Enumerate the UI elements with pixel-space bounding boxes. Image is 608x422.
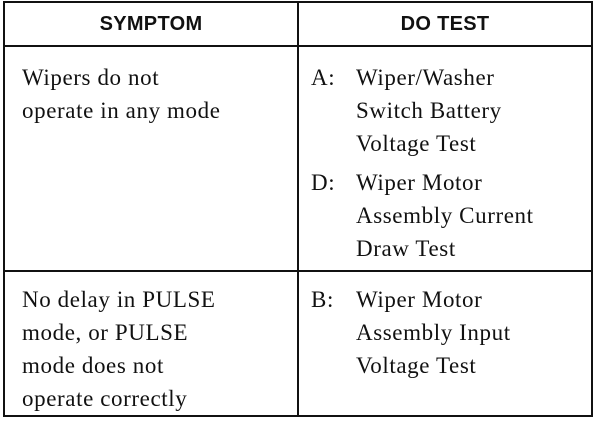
test-description (356, 283, 511, 382)
test-line: Wiper/Washer (356, 65, 495, 90)
header-divider (5, 45, 591, 47)
symptom-line: mode does not (22, 353, 164, 378)
symptom-line: mode, or PULSE (22, 320, 189, 345)
test-line: Switch Battery (356, 98, 502, 123)
test-code: B: (311, 287, 334, 312)
test-code: D: (311, 170, 336, 195)
test-line: Voltage Test (356, 353, 477, 378)
test-line: Assembly Input (356, 320, 511, 345)
row-1-symptom (22, 61, 221, 127)
test-line: Voltage Test (356, 131, 477, 156)
test-description (356, 61, 502, 160)
diagnosis-table (3, 1, 593, 417)
test-line: Wiper Motor (356, 170, 483, 195)
header-symptom: SYMPTOM (99, 13, 203, 35)
test-code: A: (311, 65, 336, 90)
row-divider (5, 270, 591, 272)
symptom-line: Wipers do not (22, 65, 160, 90)
row-2-symptom (22, 283, 216, 415)
header-do-test: DO TEST (400, 13, 490, 35)
symptom-line: operate in any mode (22, 98, 221, 123)
column-divider (297, 3, 299, 415)
symptom-line: No delay in PULSE (22, 287, 216, 312)
test-line: Draw Test (356, 236, 456, 261)
test-line: Assembly Current (356, 203, 534, 228)
test-description (356, 166, 534, 265)
test-line: Wiper Motor (356, 287, 483, 312)
symptom-line: operate correctly (22, 386, 188, 411)
